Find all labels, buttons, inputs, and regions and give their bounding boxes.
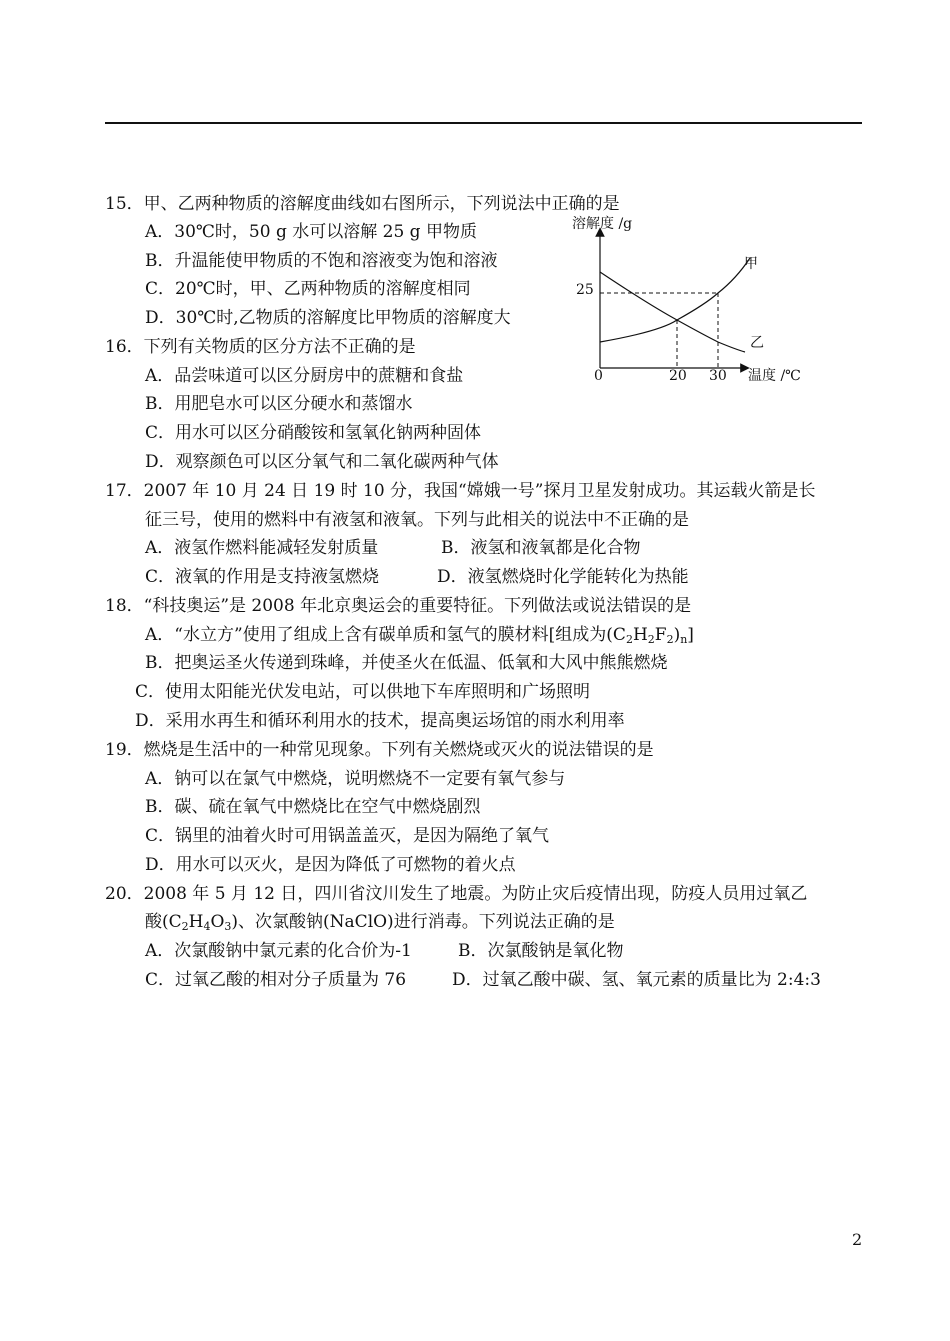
q17-option-d: D．液氢燃烧时化学能转化为热能: [437, 567, 689, 587]
q19-option-b: B．碳、硫在氧气中燃烧比在空气中燃烧剧烈: [145, 797, 481, 817]
solubility-chart: [560, 210, 830, 390]
q20-stem-line1: 20．2008 年 5 月 12 日，四川省汶川发生了地震。为防止灾后疫情出现，防疫人员用过氧乙: [105, 884, 808, 904]
q16-option-d: D．观察颜色可以区分氧气和二氧化碳两种气体: [145, 452, 499, 472]
q17-stem-line2: 征三号，使用的燃料中有液氢和液氧。下列与此相关的说法中不正确的是: [145, 510, 689, 530]
series-yi-curve: [600, 272, 745, 352]
series-jia-curve: [600, 258, 750, 342]
q17-option-c: C．液氧的作用是支持液氢燃烧: [145, 567, 380, 587]
x-tick-0: 0: [594, 368, 603, 384]
q16-stem: 16．下列有关物质的区分方法不正确的是: [105, 337, 416, 357]
q20-stem-line2: 酸$(C_2H_4O_3)$、次氯酸钠(NaClO)进行消毒。下列说法正确的是: [145, 912, 615, 933]
q16-option-b: B．用肥皂水可以区分硬水和蒸馏水: [145, 394, 413, 414]
series-yi-label: 乙: [750, 335, 764, 351]
x-axis-label: 温度 /℃: [748, 368, 801, 384]
y-axis-label: 溶解度 /g: [572, 216, 633, 232]
q15-option-b: B．升温能使甲物质的不饱和溶液变为饱和溶液: [145, 251, 498, 271]
q18-option-a: A．“水立方”使用了组成上含有碳单质和氢气的膜材料[组成为$(C_2H_2F_2)_n$]: [145, 625, 694, 646]
q16-option-c: C．用水可以区分硝酸铵和氢氧化钠两种固体: [145, 423, 482, 443]
q18-option-c: C．使用太阳能光伏发电站，可以供地下车库照明和广场照明: [135, 682, 591, 702]
q17-stem-line1: 17．2007 年 10 月 24 日 19 时 10 分，我国“嫦娥一号”探月卫星发射成功。其运载火箭是长: [105, 481, 816, 501]
q20-option-d: D．过氧乙酸中碳、氢、氧元素的质量比为 2:4:3: [452, 970, 821, 990]
x-tick-30: 30: [709, 368, 727, 384]
q20-option-a: A．次氯酸钠中氯元素的化合价为-1: [145, 941, 412, 961]
q15-stem: 15．甲、乙两种物质的溶解度曲线如右图所示，下列说法中正确的是: [105, 194, 620, 214]
q20-option-c: C．过氧乙酸的相对分子质量为 76: [145, 970, 407, 990]
q20-option-b: B．次氯酸钠是氧化物: [458, 941, 624, 961]
q15-option-d: D．30℃时,乙物质的溶解度比甲物质的溶解度大: [145, 308, 511, 328]
q18-option-b: B．把奥运圣火传递到珠峰，并使圣火在低温、低氧和大风中熊熊燃烧: [145, 653, 668, 673]
q17-option-b: B．液氢和液氧都是化合物: [441, 538, 641, 558]
q19-option-a: A．钠可以在氯气中燃烧，说明燃烧不一定要有氧气参与: [145, 769, 566, 789]
q19-option-c: C．锅里的油着火时可用锅盖盖灭，是因为隔绝了氧气: [145, 826, 550, 846]
q18-option-d: D．采用水再生和循环利用水的技术，提高奥运场馆的雨水利用率: [135, 711, 625, 731]
q17-option-a: A．液氢作燃料能减轻发射质量: [145, 538, 379, 558]
x-tick-20: 20: [669, 368, 687, 384]
q15-option-c: C．20℃时，甲、乙两种物质的溶解度相同: [145, 279, 471, 299]
y-tick-25: 25: [576, 282, 594, 298]
header-rule: [105, 122, 862, 124]
q19-option-d: D．用水可以灭火，是因为降低了可燃物的着火点: [145, 855, 516, 875]
series-jia-label: 甲: [744, 256, 758, 272]
q19-stem: 19．燃烧是生活中的一种常见现象。下列有关燃烧或灭火的说法错误的是: [105, 740, 654, 760]
q15-option-a: A．30℃时，50 g 水可以溶解 25 g 甲物质: [145, 222, 477, 242]
q18-stem: 18．“科技奥运”是 2008 年北京奥运会的重要特征。下列做法或说法错误的是: [105, 596, 692, 616]
page-number: 2: [852, 1230, 863, 1249]
q16-option-a: A．品尝味道可以区分厨房中的蔗糖和食盐: [145, 366, 464, 386]
